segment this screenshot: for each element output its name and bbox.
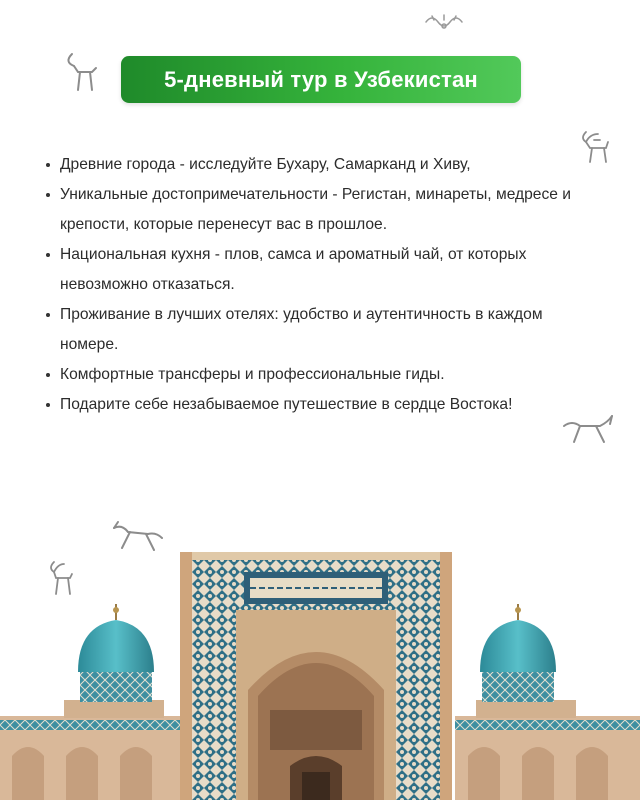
page-title: 5-дневный тур в Узбекистан: [164, 66, 478, 92]
ornament-icon: [424, 12, 466, 32]
list-item: Национальная кухня - плов, самса и ароматный чай, от которых невозможно отказаться.: [40, 240, 600, 300]
list-item: Подарите себе незабываемое путешествие в сердце Востока!: [40, 390, 600, 420]
madrasa-illustration: [0, 530, 640, 800]
title-banner: [121, 56, 521, 103]
list-item: Уникальные достопримечательности - Регистан, минареты, медресе и крепости, которые перенесут вас в прошлое.: [40, 180, 600, 240]
list-item: Комфортные трансферы и профессиональные гиды.: [40, 360, 600, 390]
feature-list: [40, 150, 600, 420]
list-item: Проживание в лучших отелях: удобство и аутентичность в каждом номере.: [40, 300, 600, 360]
goat-icon: [62, 50, 102, 94]
list-item: Древние города - исследуйте Бухару, Самарканд и Хиву,: [40, 150, 600, 180]
